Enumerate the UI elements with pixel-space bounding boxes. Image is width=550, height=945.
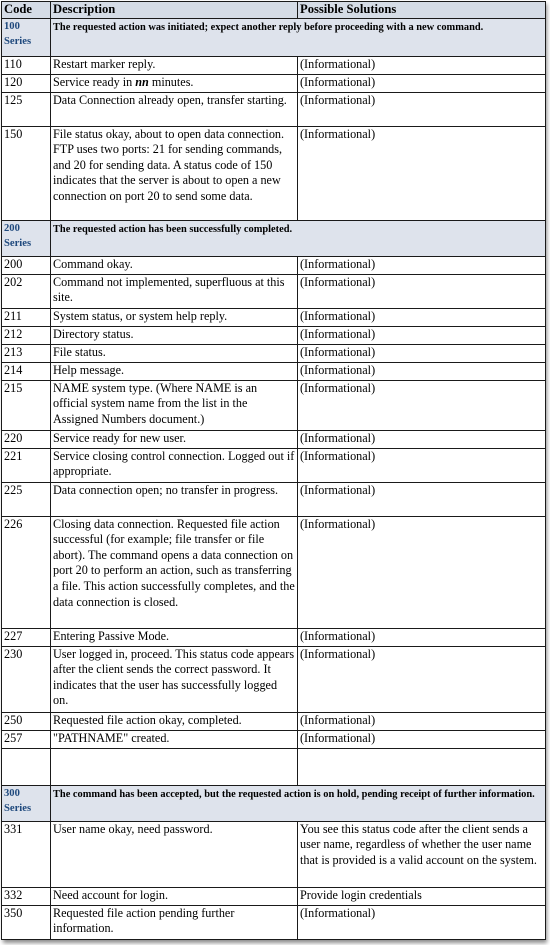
cell-code: 225 <box>2 482 51 516</box>
table-row <box>2 730 546 748</box>
cell-solution: (Informational) <box>298 74 546 92</box>
cell-code: 215 <box>2 380 51 430</box>
cell-description: Restart marker reply. <box>51 56 298 74</box>
cell-code: 214 <box>2 362 51 380</box>
cell-solution: Provide login credentials <box>298 887 546 905</box>
cell-code: 257 <box>2 730 51 748</box>
table-row <box>2 516 546 628</box>
table-row <box>2 92 546 126</box>
cell-description: File status okay, about to open data connection. FTP uses two ports: 21 for sending commands, and 20 for sending data. A status code of 150 indicates that the server is about to open a new connection on port 20 to send some data. <box>51 126 298 220</box>
cell-description: Directory status. <box>51 326 298 344</box>
cell-solution: You see this status code after the client sends a user name, regardless of whether the user name that is provided is a valid account on the system. <box>298 821 546 887</box>
table-row <box>2 821 546 887</box>
table-row <box>2 74 546 92</box>
series-word: Series <box>4 802 32 814</box>
cell-solution: (Informational) <box>298 516 546 628</box>
table-row <box>2 448 546 482</box>
cell-description: NAME system type. (Where NAME is an official system name from the list in the Assigned Numbers document.) <box>51 380 298 430</box>
table-body <box>2 18 546 939</box>
table-row <box>2 905 546 939</box>
table-row <box>2 380 546 430</box>
cell-code: 150 <box>2 126 51 220</box>
cell-empty <box>2 748 51 785</box>
cell-description: Service ready for new user. <box>51 430 298 448</box>
table-row <box>2 362 546 380</box>
table-row <box>2 274 546 308</box>
series-summary: The command has been accepted, but the requested action is on hold, pending receipt of further information. <box>51 785 546 821</box>
cell-solution: (Informational) <box>298 344 546 362</box>
series-number: 300 <box>4 787 20 799</box>
series-word: Series <box>4 237 32 249</box>
cell-solution: (Informational) <box>298 905 546 939</box>
table-row <box>2 887 546 905</box>
cell-description: Data connection open; no transfer in progress. <box>51 482 298 516</box>
cell-solution: (Informational) <box>298 362 546 380</box>
cell-code: 220 <box>2 430 51 448</box>
blank-row <box>2 748 546 785</box>
cell-description: File status. <box>51 344 298 362</box>
cell-solution: (Informational) <box>298 326 546 344</box>
cell-description: Closing data connection. Requested file action successful (for example; file transfer or file abort). The command opens a data connection on port 20 to perform an action, such as transferring a file. This action successfully completes, and the data connection is closed. <box>51 516 298 628</box>
cell-description: Command okay. <box>51 256 298 274</box>
cell-description: "PATHNAME" created. <box>51 730 298 748</box>
table-row <box>2 628 546 646</box>
series-row-300 <box>2 785 546 821</box>
cell-description: Need account for login. <box>51 887 298 905</box>
cell-empty <box>51 748 298 785</box>
series-word: Series <box>4 35 32 47</box>
cell-solution: (Informational) <box>298 308 546 326</box>
table-row <box>2 326 546 344</box>
series-summary: The requested action was initiated; expect another reply before proceeding with a new command. <box>51 18 546 56</box>
cell-description: User logged in, proceed. This status code appears after the client sends the correct password. It indicates that the user has successfully logged on. <box>51 646 298 712</box>
series-summary: The requested action has been successfully completed. <box>51 220 546 256</box>
series-row-200 <box>2 220 546 256</box>
cell-description: Command not implemented, superfluous at this site. <box>51 274 298 308</box>
cell-code: 332 <box>2 887 51 905</box>
cell-code: 120 <box>2 74 51 92</box>
cell-code: 202 <box>2 274 51 308</box>
table-row <box>2 56 546 74</box>
cell-description: Requested file action pending further information. <box>51 905 298 939</box>
cell-solution: (Informational) <box>298 92 546 126</box>
cell-solution: (Informational) <box>298 712 546 730</box>
cell-code: 221 <box>2 448 51 482</box>
cell-solution: (Informational) <box>298 274 546 308</box>
table-row <box>2 482 546 516</box>
cell-code: 200 <box>2 256 51 274</box>
cell-code: 212 <box>2 326 51 344</box>
cell-solution: (Informational) <box>298 448 546 482</box>
cell-description: User name okay, need password. <box>51 821 298 887</box>
status-codes-table <box>1 1 546 940</box>
cell-solution: (Informational) <box>298 430 546 448</box>
series-code <box>2 785 51 821</box>
cell-description: Data Connection already open, transfer starting. <box>51 92 298 126</box>
cell-code: 110 <box>2 56 51 74</box>
cell-code: 125 <box>2 92 51 126</box>
cell-solution: (Informational) <box>298 126 546 220</box>
cell-code: 227 <box>2 628 51 646</box>
table-row <box>2 712 546 730</box>
cell-code: 230 <box>2 646 51 712</box>
cell-code: 350 <box>2 905 51 939</box>
table-row <box>2 646 546 712</box>
cell-description: System status, or system help reply. <box>51 308 298 326</box>
cell-code: 211 <box>2 308 51 326</box>
cell-empty <box>298 748 546 785</box>
series-code <box>2 18 51 56</box>
cell-code: 250 <box>2 712 51 730</box>
table-row <box>2 256 546 274</box>
series-row-100 <box>2 18 546 56</box>
cell-code: 226 <box>2 516 51 628</box>
cell-description: Requested file action okay, completed. <box>51 712 298 730</box>
header-solutions: Possible Solutions <box>298 2 546 19</box>
table-row <box>2 430 546 448</box>
series-number: 100 <box>4 20 20 32</box>
cell-solution: (Informational) <box>298 730 546 748</box>
cell-description: Service ready in nn minutes. <box>51 74 298 92</box>
table-row <box>2 344 546 362</box>
cell-description: Help message. <box>51 362 298 380</box>
cell-description: Entering Passive Mode. <box>51 628 298 646</box>
cell-solution: (Informational) <box>298 380 546 430</box>
cell-solution: (Informational) <box>298 482 546 516</box>
series-number: 200 <box>4 222 20 234</box>
cell-description: Service closing control connection. Logged out if appropriate. <box>51 448 298 482</box>
cell-solution: (Informational) <box>298 646 546 712</box>
series-code <box>2 220 51 256</box>
table-header <box>2 2 546 19</box>
header-code: Code <box>2 2 51 19</box>
table-row <box>2 126 546 220</box>
ftp-status-codes-document <box>1 1 545 940</box>
cell-solution: (Informational) <box>298 256 546 274</box>
cell-code: 331 <box>2 821 51 887</box>
header-description: Description <box>51 2 298 19</box>
cell-code: 213 <box>2 344 51 362</box>
cell-solution: (Informational) <box>298 628 546 646</box>
cell-solution: (Informational) <box>298 56 546 74</box>
table-row <box>2 308 546 326</box>
